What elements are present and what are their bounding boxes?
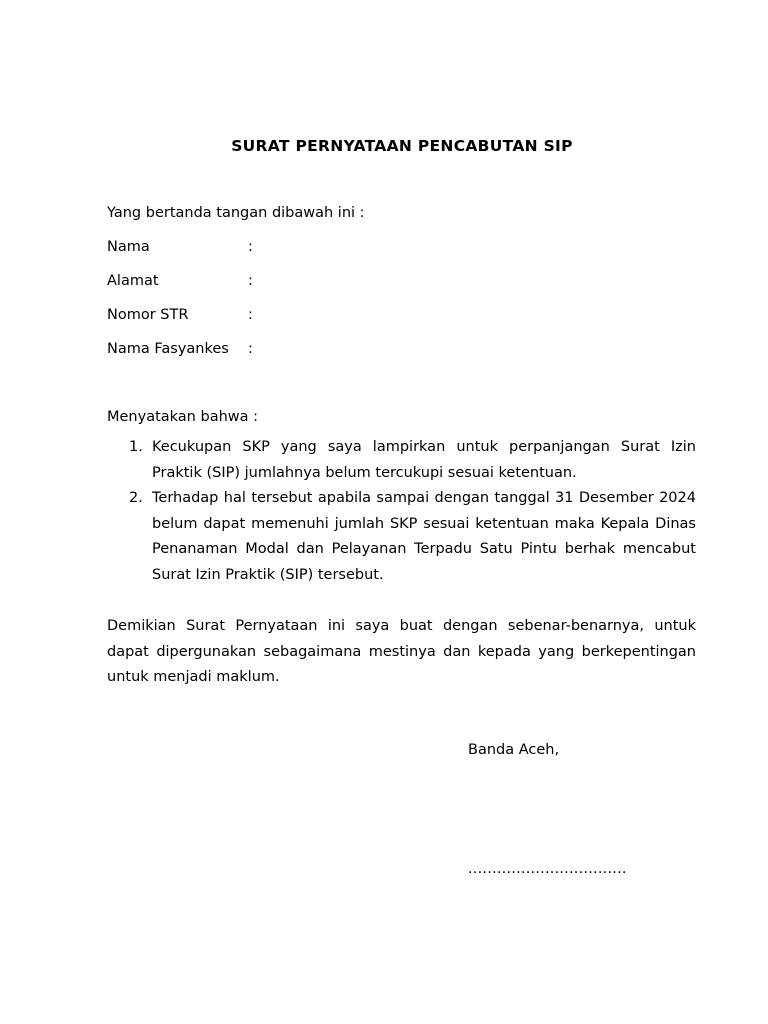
list-item-number: 2. bbox=[129, 490, 143, 506]
intro-text: Yang bertanda tangan dibawah ini : bbox=[107, 205, 365, 221]
field-colon-alamat: : bbox=[248, 273, 253, 289]
list-item-text: Terhadap hal tersebut apabila sampai dengan tanggal 31 Desember 2024 belum dapat memenuhi jumlah SKP sesuai ketentuan maka Kepala Dinas Penanaman Modal dan Pelayanan Terpadu Satu Pintu berhak mencabut Surat Izin Praktik (SIP) tersebut. bbox=[152, 490, 696, 583]
statement-list bbox=[107, 435, 696, 588]
list-item bbox=[107, 435, 696, 486]
field-colon-nomor-str: : bbox=[248, 307, 253, 323]
list-item bbox=[107, 486, 696, 588]
signature-line: ................................. bbox=[468, 861, 627, 877]
field-label-nomor-str: Nomor STR bbox=[107, 307, 189, 323]
place-date: Banda Aceh, bbox=[468, 742, 560, 758]
field-label-alamat: Alamat bbox=[107, 273, 159, 289]
list-item-text: Kecukupan SKP yang saya lampirkan untuk perpanjangan Surat Izin Praktik (SIP) jumlahnya belum tercukupi sesuai ketentuan. bbox=[152, 439, 696, 481]
closing-paragraph: Demikian Surat Pernyataan ini saya buat dengan sebenar-benarnya, untuk dapat dipergunakan sebagaimana mestinya dan kepada yang berkepentingan untuk menjadi maklum. bbox=[107, 618, 696, 685]
field-label-nama-fasyankes: Nama Fasyankes bbox=[107, 341, 229, 357]
field-colon-nama: : bbox=[248, 239, 253, 255]
field-colon-nama-fasyankes: : bbox=[248, 341, 253, 357]
statement-heading: Menyatakan bahwa : bbox=[107, 409, 259, 425]
field-label-nama: Nama bbox=[107, 239, 150, 255]
document-title: SURAT PERNYATAAN PENCABUTAN SIP bbox=[231, 137, 573, 155]
list-item-number: 1. bbox=[129, 439, 143, 455]
